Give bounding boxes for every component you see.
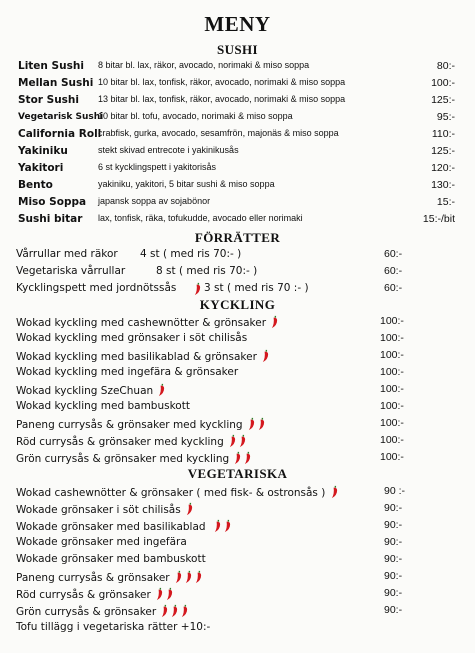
item-description: yakiniku, yakitori, 5 bitar sushi & miso soppa xyxy=(98,179,275,189)
menu-item-sushi xyxy=(0,128,475,145)
page-title: MENY xyxy=(204,12,271,36)
item-name: Wokad cashewnötter & grönsaker ( med fisk- & ostronsås ) xyxy=(16,485,335,499)
item-price: 125:- xyxy=(431,94,455,106)
menu-item-chicken xyxy=(0,349,475,366)
chili-pepper-icon xyxy=(223,519,232,533)
item-price: 90:- xyxy=(384,519,403,531)
item-name: Kycklingspett med jordnötssås xyxy=(16,282,177,294)
menu-item-chicken xyxy=(0,417,475,434)
menu-item-starter xyxy=(0,265,475,282)
section-heading-forratter: FÖRRÄTTER xyxy=(194,230,281,245)
item-name: Wokad kyckling med grönsaker i söt chilisås xyxy=(16,332,248,344)
item-name: Wokad kyckling med basilikablad & grönsaker xyxy=(16,349,267,363)
item-quantity: 8 st ( med ris 70:- ) xyxy=(156,265,258,277)
item-price: 130:- xyxy=(431,179,455,191)
menu-item-chicken xyxy=(0,315,475,332)
item-description: stekt skivad entrecote i yakinikusås xyxy=(98,145,239,155)
menu-item-sushi xyxy=(0,179,475,196)
item-name: Liten Sushi xyxy=(18,60,84,72)
item-price: 60:- xyxy=(384,248,403,260)
section-heading-sushi: SUSHI xyxy=(216,42,259,57)
item-name: Sushi bitar xyxy=(18,213,83,225)
item-name: Vårrullar med räkor xyxy=(16,248,118,260)
tofu-note xyxy=(0,621,475,638)
item-name: Vegetarisk Sushi xyxy=(18,112,104,122)
item-description: 13 bitar bl. lax, tonfisk, räkor, avocado, norimaki & miso soppa xyxy=(98,94,346,104)
chili-pepper-icon xyxy=(193,282,202,296)
item-description: 6 st kycklingspett i yakitorisås xyxy=(98,162,217,172)
item-quantity: 3 st ( med ris 70 :- ) xyxy=(204,282,309,294)
menu-item-vegetarian xyxy=(0,485,475,502)
menu-item-chicken xyxy=(0,434,475,451)
item-name: Paneng currysås & grönsaker xyxy=(16,570,200,584)
chili-pepper-icon xyxy=(261,349,270,363)
chili-pepper-icon xyxy=(194,570,203,584)
chili-pepper-icon xyxy=(330,485,339,499)
item-name: Yakiniku xyxy=(18,145,68,157)
chili-pepper-icon xyxy=(165,587,174,601)
item-quantity: 4 st ( med ris 70:- ) xyxy=(140,248,242,260)
menu-item-vegetarian xyxy=(0,519,475,536)
item-name: Wokade grönsaker med ingefära xyxy=(16,536,187,548)
item-name: Grön currysås & grönsaker med kyckling xyxy=(16,451,249,465)
item-name: Wokad kyckling SzeChuan xyxy=(16,383,163,397)
chili-pepper-icon xyxy=(184,570,193,584)
item-name: Röd currysås & grönsaker med kyckling xyxy=(16,434,244,448)
chili-pepper-icon xyxy=(213,519,222,533)
item-price: 60:- xyxy=(384,282,403,294)
item-name: Paneng currysås & grönsaker med kyckling xyxy=(16,417,263,431)
chili-pepper-icon xyxy=(185,502,194,516)
item-description: 10 bitar bl. tofu, avocado, norimaki & miso soppa xyxy=(98,111,293,121)
chili-pepper-icon xyxy=(160,604,169,618)
chili-pepper-icon xyxy=(238,434,247,448)
item-name: Wokade grönsaker med basilikablad xyxy=(16,519,226,533)
section-heading-kyckling: KYCKLING xyxy=(199,297,276,312)
menu-item-vegetarian xyxy=(0,604,475,621)
chili-pepper-icon xyxy=(247,417,256,431)
menu-item-sushi xyxy=(0,60,475,77)
menu-item-starter xyxy=(0,248,475,265)
menu-item-vegetarian xyxy=(0,536,475,553)
item-description: 8 bitar bl. lax, räkor, avocado, norimaki & miso soppa xyxy=(98,60,310,70)
item-name: Yakitori xyxy=(18,162,64,174)
item-description: 10 bitar bl. lax, tonfisk, räkor, avocado, norimaki & miso soppa xyxy=(98,77,346,87)
chili-pepper-icon xyxy=(257,417,266,431)
item-name: Stor Sushi xyxy=(18,94,79,106)
menu-item-vegetarian xyxy=(0,502,475,519)
item-name: Mellan Sushi xyxy=(18,77,94,89)
item-name: Wokad kyckling med bambuskott xyxy=(16,400,190,412)
chili-pepper-icon xyxy=(155,587,164,601)
chili-pepper-icon xyxy=(233,451,242,465)
item-name: Grön currysås & grönsaker xyxy=(16,604,186,618)
chili-pepper-icon xyxy=(243,451,252,465)
item-description: crabfisk, gurka, avocado, sesamfrön, majonäs & miso soppa xyxy=(98,128,339,138)
menu-item-sushi xyxy=(0,111,475,128)
item-price: 125:- xyxy=(431,145,455,157)
menu-item-sushi xyxy=(0,162,475,179)
menu-item-vegetarian xyxy=(0,587,475,604)
item-name: Röd currysås & grönsaker xyxy=(16,587,171,601)
tofu-note-text: Tofu tillägg i vegetariska rätter +10:- xyxy=(16,621,211,633)
item-description: japansk soppa av sojabönor xyxy=(98,196,211,206)
item-price: 120:- xyxy=(431,162,455,174)
item-price: 100:- xyxy=(380,366,404,378)
item-price: 100:- xyxy=(380,400,404,412)
menu-item-chicken xyxy=(0,383,475,400)
chili-pepper-icon xyxy=(180,604,189,618)
section-heading-vegetariska: VEGETARISKA xyxy=(187,466,288,481)
chili-pepper-icon xyxy=(174,570,183,584)
item-name: Wokad kyckling med cashewnötter & grönsaker xyxy=(16,315,276,329)
menu-item-chicken xyxy=(0,366,475,383)
item-name: California Roll xyxy=(18,128,102,140)
menu-item-vegetarian xyxy=(0,553,475,570)
item-price: 95:- xyxy=(436,111,455,123)
menu-item-sushi xyxy=(0,94,475,111)
menu-item-chicken xyxy=(0,400,475,417)
menu-item-chicken xyxy=(0,332,475,349)
chili-pepper-icon xyxy=(170,604,179,618)
item-price: 90:- xyxy=(384,536,403,548)
item-price: 100:- xyxy=(380,315,404,327)
item-price: 90:- xyxy=(384,587,403,599)
item-name: Miso Soppa xyxy=(18,196,87,208)
chili-pepper-icon xyxy=(228,434,237,448)
item-description: lax, tonfisk, räka, tofukudde, avocado eller norimaki xyxy=(98,213,303,223)
item-price: 100:- xyxy=(380,383,404,395)
item-price: 110:- xyxy=(431,128,455,140)
item-name: Wokad kyckling med ingefära & grönsaker xyxy=(16,366,239,378)
menu-item-sushi xyxy=(0,213,475,230)
item-price: 90 :- xyxy=(384,485,406,497)
item-price: 100:- xyxy=(380,434,404,446)
item-name: Vegetariska vårrullar xyxy=(16,265,126,277)
item-price: 80:- xyxy=(436,60,455,72)
menu-item-sushi xyxy=(0,196,475,213)
menu-item-vegetarian xyxy=(0,570,475,587)
item-price: 100:- xyxy=(431,77,455,89)
item-price: 100:- xyxy=(380,332,404,344)
item-price: 90:- xyxy=(384,553,403,565)
item-price: 60:- xyxy=(384,265,403,277)
menu-item-sushi xyxy=(0,145,475,162)
item-price: 100:- xyxy=(380,349,404,361)
chili-pepper-icon xyxy=(157,383,166,397)
item-price: 90:- xyxy=(384,604,403,616)
item-name: Bento xyxy=(18,179,53,191)
item-price: 100:- xyxy=(380,451,404,463)
item-price: 90:- xyxy=(384,502,403,514)
item-price: 15:- xyxy=(436,196,455,208)
chili-pepper-icon xyxy=(270,315,279,329)
item-price: 90:- xyxy=(384,570,403,582)
item-name: Wokade grönsaker med bambuskott xyxy=(16,553,206,565)
item-name: Wokade grönsaker i söt chilisås xyxy=(16,502,191,516)
item-price: 15:-/bit xyxy=(422,213,455,225)
item-price: 100:- xyxy=(380,417,404,429)
menu-item-sushi xyxy=(0,77,475,94)
